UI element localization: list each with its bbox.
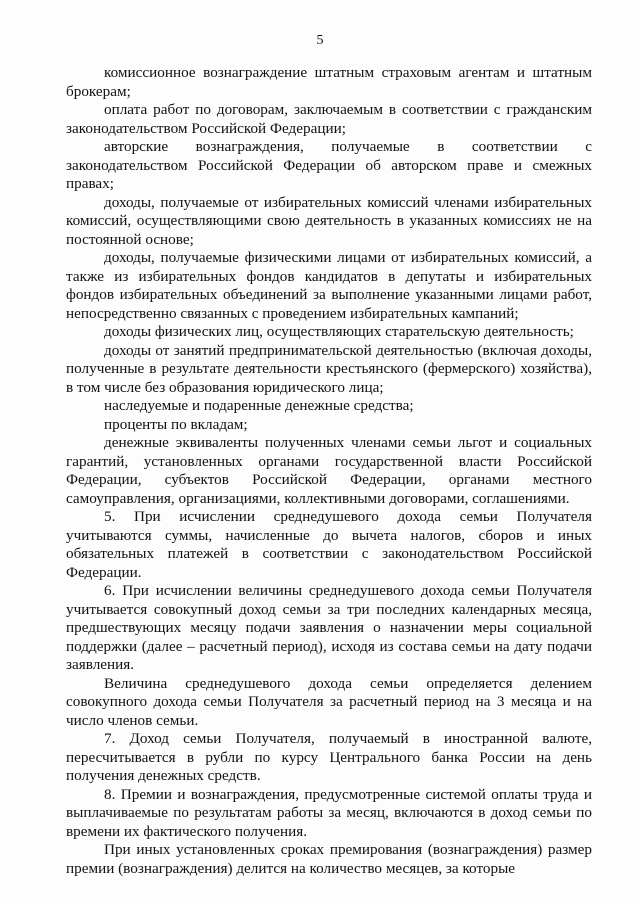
paragraph: комиссионное вознаграждение штатным страховым агентам и штатным брокерам; (66, 64, 592, 100)
paragraph: авторские вознаграждения, получаемые в соответствии с законодательством Российской Федерации об авторском праве и смежных правах; (66, 138, 592, 192)
document-body (66, 64, 592, 878)
paragraph: оплата работ по договорам, заключаемым в соответствии с гражданским законодательством Российской Федерации; (66, 101, 592, 137)
paragraph: наследуемые и подаренные денежные средства; (104, 397, 414, 414)
paragraph: 7. Доход семьи Получателя, получаемый в иностранной валюте, пересчитывается в рубли по курсу Центрального банка России на день получения денежных средств. (66, 730, 592, 784)
paragraph: 5. При исчислении среднедушевого дохода семьи Получателя учитываются суммы, начисленные до вычета налогов, сборов и иных обязательных платежей в соответствии с законодательством Российской Федерации. (66, 508, 592, 581)
paragraph: доходы, получаемые от избирательных комиссий членами избирательных комиссий, осуществляющими свою деятельность в указанных комиссиях не на постоянной основе; (66, 193, 592, 248)
paragraph: доходы от занятий предпринимательской деятельностью (включая доходы, полученные в результате деятельности крестьянского (фермерского) хозяйства), в том числе без образования юридического лица; (66, 341, 592, 396)
paragraph: денежные эквиваленты полученных членами семьи льгот и социальных гарантий, установленных органами государственной власти Российской Федерации, субъектов Российской Федерации, органами местного самоуправления, организациями, коллективными договорами, соглашениями. (66, 434, 592, 507)
paragraph: Величина среднедушевого дохода семьи определяется делением совокупного дохода семьи Получателя за расчетный период на 3 месяца и на число членов семьи. (66, 674, 592, 729)
page-number: 5 (316, 33, 324, 48)
paragraph: 8. Премии и вознаграждения, предусмотренные системой оплаты труда и выплачиваемые по результатам работы за месяц, включаются в доход семьи по времени их фактического получения. (66, 785, 592, 840)
paragraph: доходы, получаемые физическими лицами от избирательных комиссий, а также из избирательных фондов кандидатов в депутаты и избирательных фондов избирательных объединений за выполнение указанными лицами работ, непосредственно связанных с проведением избирательных кампаний; (66, 249, 592, 322)
paragraph: доходы физических лиц, осуществляющих старательскую деятельность; (104, 323, 574, 340)
paragraph: проценты по вкладам; (104, 415, 248, 433)
paragraph: 6. При исчислении величины среднедушевого дохода семьи Получателя учитывается совокупный доход семьи за три последних календарных месяца, предшествующих месяцу подачи заявления о назначении меры социальной поддержки (далее – расчетный период), исходя из состава семьи на дату подачи заявления. (66, 582, 592, 673)
paragraph: При иных установленных сроках премирования (вознаграждения) размер премии (вознаграждения) делится на количество месяцев, за которые (66, 841, 592, 877)
